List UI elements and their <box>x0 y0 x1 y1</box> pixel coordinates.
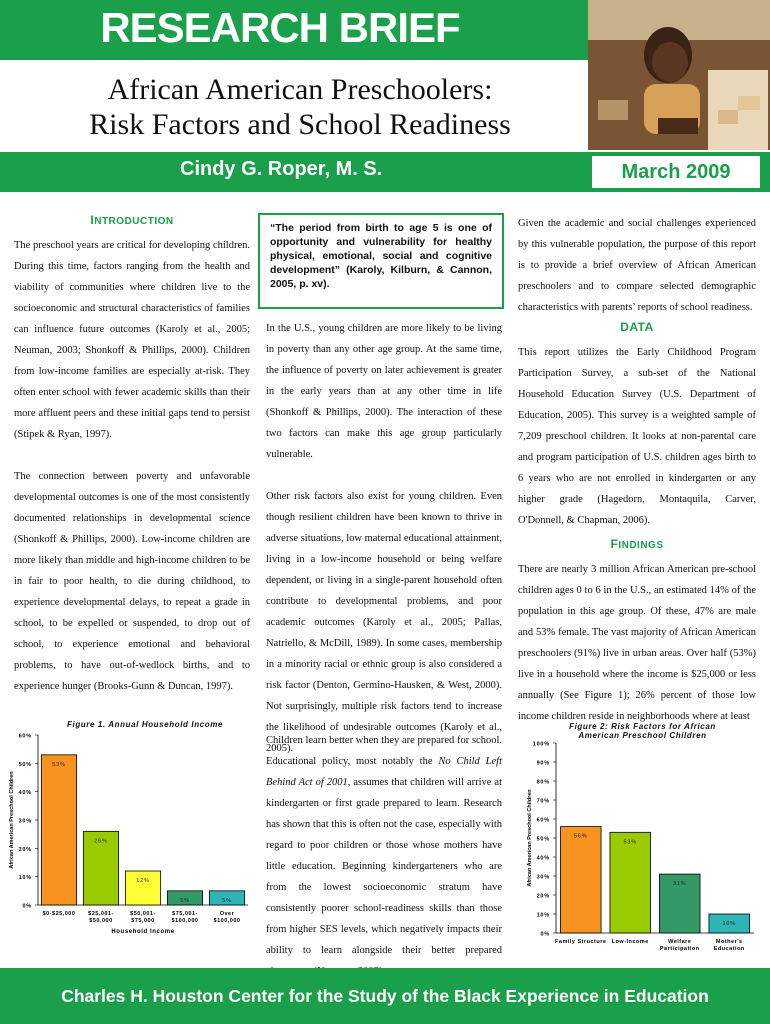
x-axis-label: Household Income <box>111 929 175 935</box>
brief-title: RESEARCH BRIEF <box>100 4 460 51</box>
x-category-label: $100,000 <box>171 918 199 924</box>
headline <box>40 72 560 142</box>
y-tick-label: 50% <box>18 761 32 768</box>
x-category-label: $25,001- <box>88 911 114 917</box>
x-category-label: Mother's <box>715 939 743 945</box>
bar-value-label: 53% <box>52 761 66 768</box>
y-tick-label: 70% <box>536 798 550 805</box>
bar-value-label: 10% <box>722 921 736 927</box>
pull-quote: “The period from birth to age 5 is one of opportunity and vulnerability for healthy physical, emotional, social and cognitive development” (Karoly, Kilburn, & Cannon, 2005, p. xv). <box>258 213 504 309</box>
bar <box>41 755 76 905</box>
x-category-label: Welfare <box>668 939 692 945</box>
bar-value-label: 12% <box>136 878 150 884</box>
x-category-label: $100,000 <box>213 918 241 924</box>
x-category-label: Family Structure <box>555 939 607 945</box>
figure-1-title: Figure 1. Annual Household Income <box>67 720 223 729</box>
publication-date: March 2009 <box>590 154 762 190</box>
bar-value-label: 5% <box>180 897 190 904</box>
child-photo <box>588 0 770 150</box>
y-axis-label: African American Preschool Children <box>527 789 533 887</box>
headline-line-2: Risk Factors and School Readiness <box>89 108 511 141</box>
bar-value-label: 56% <box>574 833 588 840</box>
y-tick-label: 10% <box>536 912 550 919</box>
intro-paragraph-1: The preschool years are critical for developing children. During this time, factors ranging from the health and viability of communities where children live to the socioeconomic and structural characteristics of families can influence future outcomes (Karoly et al., 2005; Neuman, 2003; Shonkoff & Phillips, 2000). Children from low-income families are especially at-risk. They often enter school with fewer academic skills than their more affluent peers and these initial gaps tend to persist (Stipek & Ryan, 1997). <box>14 240 250 440</box>
x-category-label: $75,001- <box>172 911 198 917</box>
x-category-label: $50,001- <box>130 911 156 917</box>
y-tick-label: 40% <box>18 790 32 797</box>
x-category-label: $0-$25,000 <box>42 911 76 917</box>
middle-paragraph-2: Other risk factors also exist for young children. Even though resilient children have been known to thrive in adverse situations, low maternal educational attainment, living in a low-income household or being welfare dependent, or living in a single-parent household often contribute to developmental problems, and poor academic outcomes (Karoly et al., 2005; Pallas, Natriello, & McDill, 1989). In some cases, membership in a minority racial or ethnic group is also considered a risk factor (Denton, Germino-Hausken, & West, 2000). Not surprisingly, multiple risk factors tend to increase the likelihood of undesirable outcomes (Karoly et al., 2005). <box>266 491 502 754</box>
right-paragraph-2: This report utilizes the Early Childhood Program Participation Survey, a sub-set of the National Household Education Survey (U.S. Department of Education, 2005). This survey is a weighted sample of 7,209 preschool children. It looks at non-parental care and program participation of U.S. children ages birth to 6 years who are not enrolled in kindergarten or any higher grade (Hagedorn, Montaquila, Carver, O'Donnell, & Chapman, 2006). <box>518 347 756 526</box>
column-middle-upper <box>266 318 502 759</box>
y-tick-label: 80% <box>536 779 550 786</box>
right-paragraph-3: There are nearly 3 million African American pre-school children ages 0 to 6 in the U.S., an estimated 14% of the population in this age group. Of these, 47% are male and 53% female. The vast majority of African American preschoolers (91%) live in urban areas. Over half (53%) live in a household where the income is $25,000 or less annually (See Figure 1); 26% percent of those low income children reside in neighborhoods where at least <box>518 564 756 722</box>
x-category-label: $75,000 <box>131 918 155 924</box>
y-tick-label: 0% <box>22 903 32 910</box>
x-category-label: Over <box>219 911 235 917</box>
introduction-heading: INTRODUCTION <box>90 213 174 227</box>
child-photo-illustration <box>588 0 770 150</box>
bar <box>125 871 160 905</box>
x-category-label: Education <box>713 946 745 952</box>
middle-paragraph-1: In the U.S., young children are more likely to be living in poverty than any other age group. At the same time, the influence of poverty on later achievement is greater in the early years than at any other time in life (Shonkoff & Phillips, 2000). The interaction of these two factors can make this age group particularly vulnerable. <box>266 323 502 460</box>
y-tick-label: 0% <box>540 931 550 938</box>
bar <box>560 827 601 933</box>
y-tick-label: 20% <box>18 846 32 853</box>
intro-paragraph-2: The connection between poverty and unfavorable developmental outcomes is one of the most consistently documented relationships in developmental science (Shonkoff & Phillips, 2000). Low-income children are more likely than middle and high-income children to be in fair to poor health, to die during childhood, to experience developmental delays, to repeat a grade in school, to be expelled or suspended, to drop out of school, to experience emotional and behavioral problems, to have out-of-wedlock births, and to experience hunger (Brooks-Gunn & Duncan, 1997). <box>14 471 250 692</box>
bar-value-label: 31% <box>673 881 687 888</box>
bar-value-label: 5% <box>222 897 232 904</box>
bar-value-label: 26% <box>94 838 108 845</box>
right-paragraph-1: Given the academic and social challenges experienced by this vulnerable population, the purpose of this report is to provide a brief overview of African American preschoolers and to compare selected demographic characteristics with parents’ reports of school readiness. <box>518 218 756 313</box>
column-introduction <box>14 213 250 697</box>
bar-value-label: 53% <box>623 839 637 846</box>
column-right <box>518 213 756 727</box>
figure-1-chart <box>4 730 254 935</box>
middle-paragraph-3: Children learn better when they are prepared for school. Educational policy, most notably the No Child Left Behind Act of 2001, assumes that children will arrive at kindergarten or first grade prepared to learn. Research has shown that this is often not the case, especially with regard to poor children or those whose mothers have little education. Beginning kindergarteners who are from the lowest socioeconomic stratum have consistently poorer school-readiness skills than those from higher SES levels, which negatively impacts their ability to learn alongside their better prepared <box>266 735 502 956</box>
column-middle-lower <box>266 730 502 982</box>
y-tick-label: 30% <box>18 818 32 825</box>
y-tick-label: 50% <box>536 836 550 843</box>
figure-2-title: Figure 2: Risk Factors for African American Preschool Children <box>569 722 716 740</box>
findings-heading: FINDINGS <box>610 537 664 551</box>
y-tick-label: 90% <box>536 760 550 767</box>
y-tick-label: 30% <box>536 874 550 881</box>
headline-line-1: African American Preschoolers: <box>107 73 493 106</box>
data-heading: DATA <box>620 320 654 334</box>
x-category-label: Low-Income <box>611 939 649 945</box>
y-tick-label: 60% <box>18 733 32 740</box>
x-category-label: Participation <box>659 946 700 952</box>
bar <box>610 832 651 933</box>
figure-2-chart <box>510 735 760 965</box>
y-tick-label: 100% <box>532 741 550 748</box>
y-axis-label: African American Preschool Children <box>9 771 15 869</box>
footer-org-name: Charles H. Houston Center for the Study of the Black Experience in Education <box>61 986 709 1006</box>
y-tick-label: 20% <box>536 893 550 900</box>
x-category-label: $50,000 <box>89 918 113 924</box>
y-tick-label: 10% <box>18 875 32 882</box>
y-tick-label: 60% <box>536 817 550 824</box>
author-name: Cindy G. Roper, M. S. <box>180 158 383 180</box>
y-tick-label: 40% <box>536 855 550 862</box>
